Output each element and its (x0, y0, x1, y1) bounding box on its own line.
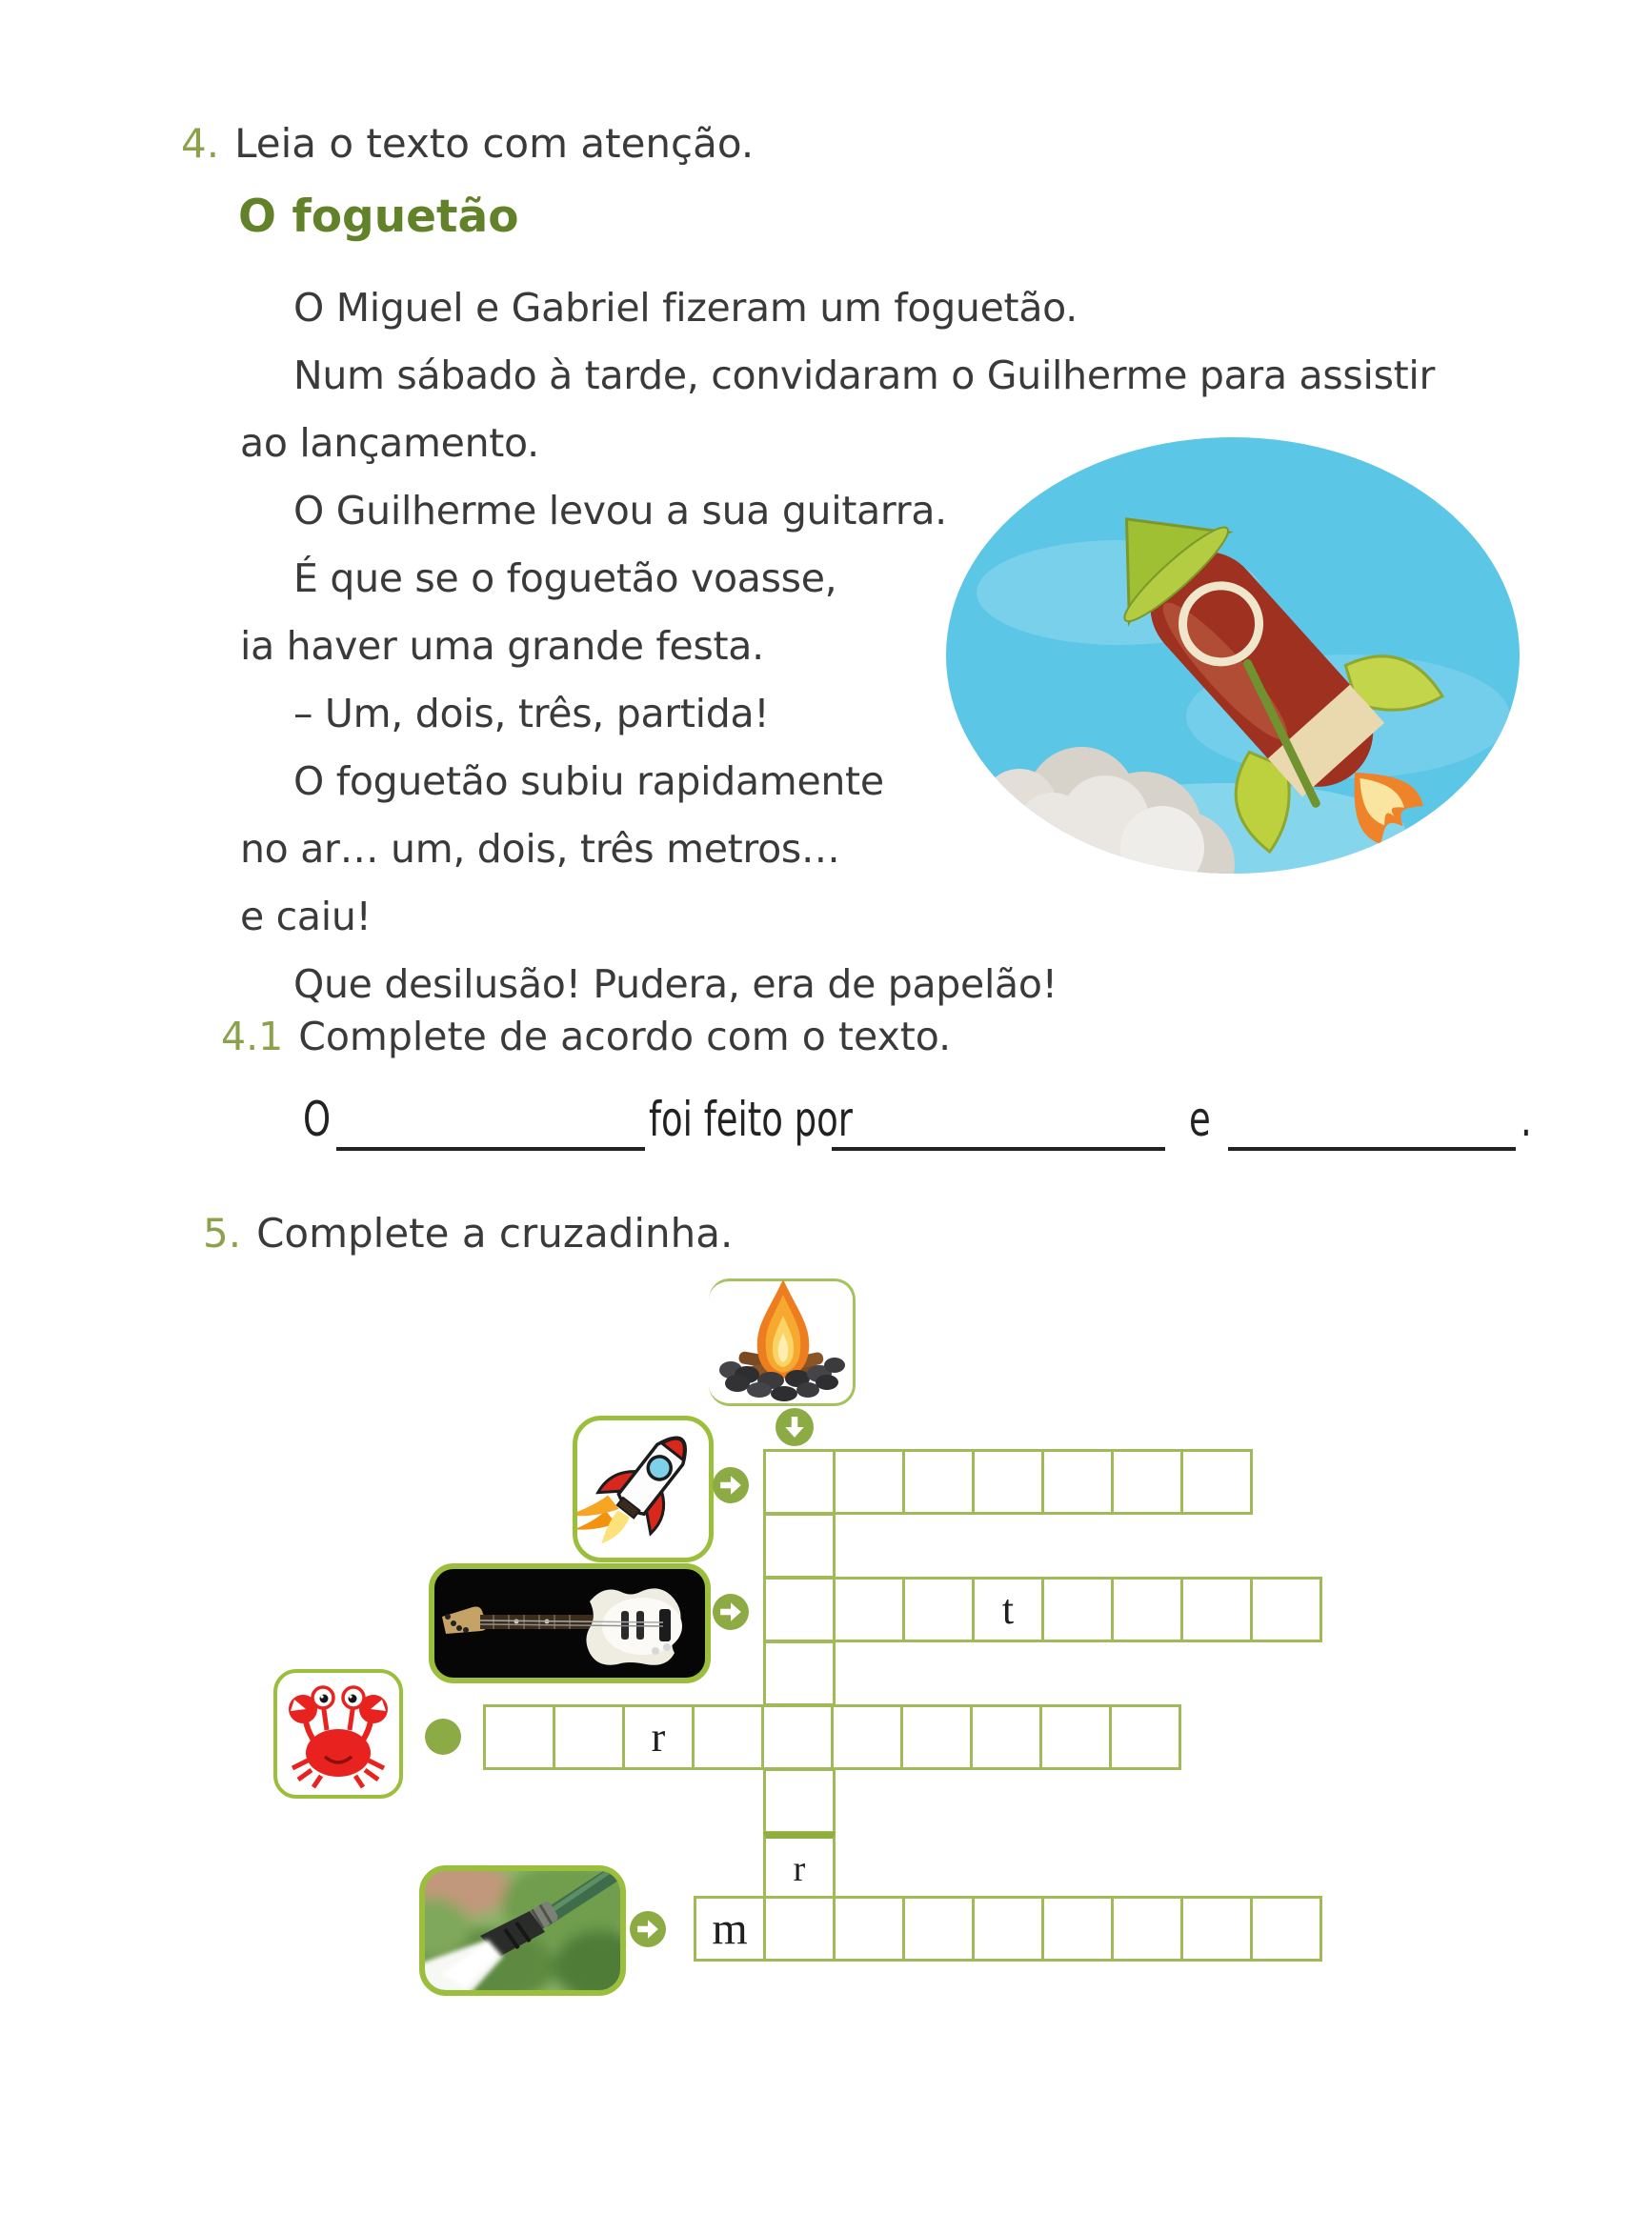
story-line: ao lançamento. (240, 420, 539, 466)
right-arrow-icon (630, 1911, 666, 1947)
dot-icon (425, 1719, 461, 1755)
guitar-icon (434, 1569, 705, 1678)
story-line: no ar… um, dois, três metros… (240, 826, 840, 872)
crossword-row-guitar (763, 1577, 1322, 1642)
fill-blank-1[interactable] (336, 1092, 645, 1151)
crossword-cell[interactable] (1041, 1896, 1114, 1962)
crossword-cell[interactable] (1041, 1577, 1114, 1642)
exercise41-header (221, 1014, 951, 1059)
crossword-cell[interactable] (1111, 1896, 1183, 1962)
rocket-icon (577, 1420, 709, 1558)
crossword-cell[interactable] (763, 1768, 836, 1834)
story-line: Que desilusão! Pudera, era de papelão! (293, 961, 1058, 1007)
crossword-cell-prefilled[interactable] (622, 1704, 695, 1770)
right-arrow-icon (713, 1594, 749, 1630)
crossword-cell[interactable] (761, 1704, 834, 1770)
prefilled-letter: m (712, 1903, 748, 1954)
crossword-cell[interactable] (1250, 1577, 1322, 1642)
story-line: O Guilherme levou a sua guitarra. (293, 488, 947, 533)
guitar-clue-frame (429, 1563, 711, 1683)
story-line: ia haver uma grande festa. (240, 623, 764, 669)
crossword-cell[interactable] (902, 1449, 975, 1515)
rocket-clue-frame (573, 1416, 714, 1562)
crossword-cell[interactable] (902, 1577, 975, 1642)
fill-text-mid: foi feito por (649, 1092, 854, 1147)
crossword-cell[interactable] (831, 1704, 903, 1770)
crab-clue-frame (273, 1669, 403, 1799)
exercise4-prompt: Leia o texto com atenção. (234, 120, 755, 167)
crossword-cell[interactable] (1180, 1577, 1253, 1642)
crossword-row-crab (483, 1704, 1181, 1770)
exercise41-number: 4.1 (221, 1014, 284, 1059)
fill-text-end: . (1521, 1092, 1532, 1147)
crossword-cell[interactable] (833, 1449, 905, 1515)
fill-blank-2[interactable] (832, 1092, 1165, 1151)
crossword-cell[interactable] (1111, 1577, 1183, 1642)
crossword-cell-prefilled[interactable] (763, 1832, 836, 1902)
rocket-illustration (938, 431, 1527, 880)
exercise5-prompt: Complete a cruzadinha. (256, 1210, 734, 1257)
crossword-cell[interactable] (900, 1704, 973, 1770)
story-line: É que se o foguetão voasse, (293, 555, 837, 601)
campfire-icon (712, 1274, 855, 1408)
crossword-cell[interactable] (763, 1449, 836, 1515)
crossword-cell[interactable] (1180, 1896, 1253, 1962)
crossword-cell-prefilled[interactable] (694, 1896, 766, 1962)
crossword-cell[interactable] (1180, 1449, 1253, 1515)
crossword-cell[interactable] (1111, 1449, 1183, 1515)
crossword-cell[interactable] (970, 1704, 1042, 1770)
crossword-cell[interactable] (763, 1513, 836, 1579)
crossword-cell[interactable] (972, 1896, 1044, 1962)
crossword-row-rocket (763, 1449, 1253, 1515)
fill-blank-3[interactable] (1228, 1092, 1516, 1151)
hose-clue-frame (419, 1865, 626, 1996)
crossword-cell[interactable] (833, 1896, 905, 1962)
crossword-row-hose (694, 1896, 1322, 1962)
crossword-cell[interactable] (692, 1704, 764, 1770)
crossword-cell[interactable] (1250, 1896, 1322, 1962)
crossword-cell[interactable] (1039, 1704, 1112, 1770)
crossword-cell[interactable] (833, 1577, 905, 1642)
story-line: Num sábado à tarde, convidaram o Guilherme para assistir (293, 352, 1436, 398)
story-line: – Um, dois, três, partida! (293, 691, 770, 736)
fill-text-start: O (303, 1092, 332, 1147)
crossword-cell-prefilled[interactable] (972, 1577, 1044, 1642)
prefilled-letter: t (1001, 1586, 1015, 1633)
crossword-cell[interactable] (1109, 1704, 1181, 1770)
right-arrow-icon (713, 1467, 749, 1503)
exercise41-prompt: Complete de acordo com o texto. (298, 1014, 952, 1059)
crossword-cell[interactable] (1041, 1449, 1114, 1515)
crossword-cell[interactable] (483, 1704, 555, 1770)
story-line: O foguetão subiu rapidamente (293, 758, 884, 804)
exercise4-header (181, 120, 754, 167)
down-arrow-icon (776, 1408, 814, 1446)
story-line: O Miguel e Gabriel fizeram um foguetão. (293, 285, 1078, 331)
exercise5-number: 5. (203, 1210, 242, 1257)
crossword-cell[interactable] (763, 1640, 836, 1706)
crossword-cell[interactable] (553, 1704, 625, 1770)
exercise5-header (203, 1210, 733, 1257)
crossword-cell[interactable] (902, 1896, 975, 1962)
story-title: O foguetão (238, 191, 519, 243)
prefilled-letter: r (651, 1714, 666, 1761)
crossword-cell[interactable] (763, 1896, 836, 1962)
exercise4-number: 4. (181, 120, 220, 167)
hose-icon (425, 1871, 620, 1990)
fill-in-sentence (0, 1092, 1652, 1158)
prefilled-letter: r (793, 1848, 806, 1889)
fill-text-and: e (1189, 1092, 1211, 1147)
story-line: e caiu! (240, 894, 372, 939)
crossword-cell[interactable] (763, 1577, 836, 1642)
crab-icon (277, 1673, 399, 1795)
crossword-cell[interactable] (972, 1449, 1044, 1515)
